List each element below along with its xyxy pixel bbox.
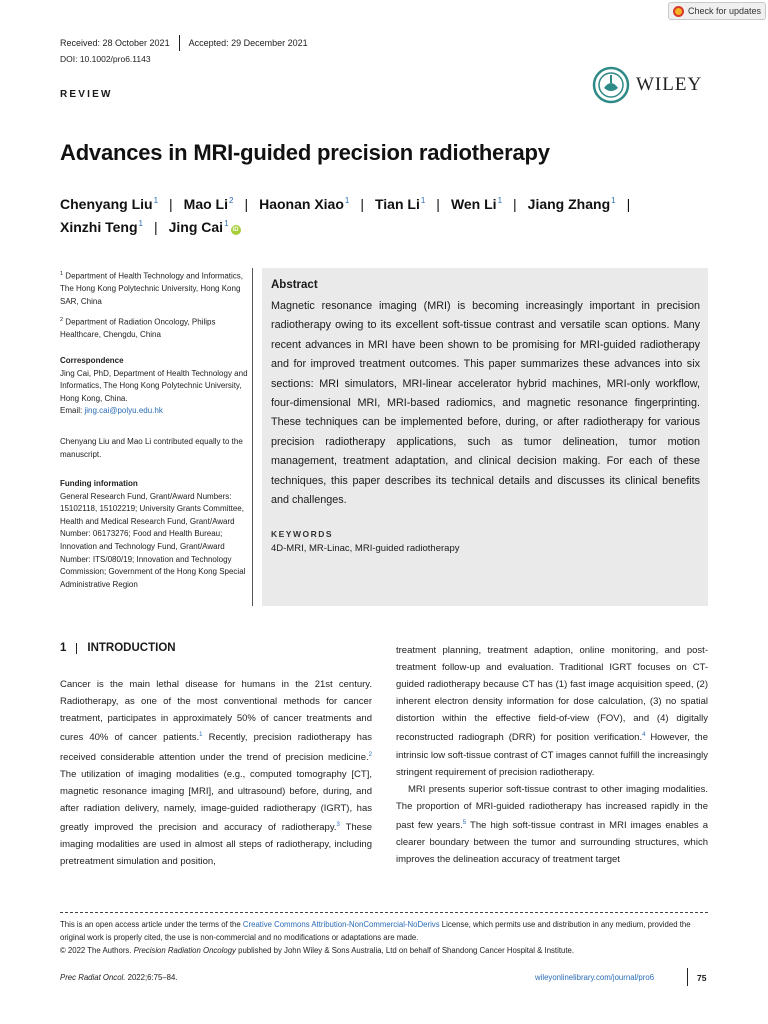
body-column-left [60, 676, 372, 871]
orcid-icon[interactable]: iD [232, 227, 239, 233]
sidebar-divider [252, 268, 253, 606]
author[interactable]: Xinzhi Teng$^1$ [60, 219, 143, 235]
page-number-divider [687, 968, 688, 986]
author-list-line-1: Chenyang Liu$^1$ | Mao Li$^2$ | Haonan Xiao$^1$ | Tian Li$^1$ | Wen Li$^1$ | Jiang Zhang$^1$ | [60, 196, 631, 212]
equal-contribution-note: Chenyang Liu and Mao Li contributed equally to the manuscript. [60, 437, 243, 459]
affiliation-1: $^1$ Department of Health Technology and Informatics, The Hong Kong Polytechnic University, Hong Kong SAR, China [60, 271, 244, 306]
license-notice: This is an open access article under the terms of the Creative Commons Attribution-NonCommercial-NoDerivs License, which permits use and distribution in any medium, provided the original work is properly cited, the use is non-commercial and no modifications or adaptations are made. © 2022 The Authors. Precision Radiation Oncology published by John Wiley & Sons Australia, Ltd on behalf of Shandong Cancer Hospital & Institute. [60, 920, 691, 955]
wiley-emblem-icon [592, 66, 630, 104]
author[interactable]: Jing Cai$^1$ [168, 219, 229, 235]
funding-heading: Funding information [60, 479, 138, 488]
crossmark-icon [673, 6, 684, 17]
author-list-line-2: Xinzhi Teng$^1$ | Jing Cai$^1$iD [60, 219, 239, 235]
citation-link[interactable]: 4 [642, 732, 646, 739]
author[interactable]: Jiang Zhang$^1$ [527, 196, 616, 212]
keywords: 4D-MRI, MR-Linac, MRI-guided radiotherapy [271, 543, 460, 554]
author[interactable]: Haonan Xiao$^1$ [259, 196, 350, 212]
citation-link[interactable]: 5 [462, 820, 467, 827]
publisher-name: WILEY [636, 74, 703, 95]
citation-link[interactable]: 3 [336, 822, 340, 829]
received-date: Received: 28 October 2021 [60, 38, 170, 48]
footer-divider [60, 912, 708, 913]
body-column-right [396, 642, 708, 869]
author[interactable]: Tian Li$^1$ [374, 196, 426, 212]
funding-information: Funding information General Research Fund, Grant/Award Numbers: 15102118, 15102219; University Grants Committee, Health and Medical Research Fund, Grant/Award Number: 06173276; Food and Health Bureau; Innovation and Technology Fund, Grant/Award Number: ITS/080/19; Innovation and Technology Commission; Government of the Hong Kong Special Administrative Region [60, 479, 246, 589]
author[interactable]: Wen Li$^1$ [450, 196, 503, 212]
check-for-updates-label: Check for updates [688, 6, 762, 16]
accepted-date: Accepted: 29 December 2021 [188, 38, 308, 48]
correspondence-heading: Correspondence [60, 356, 124, 365]
keywords-heading: KEYWORDS [271, 529, 334, 539]
correspondence: Correspondence Jing Cai, PhD, Department of Health Technology and Informatics, The Hong Kong Polytechnic University, Hong Kong, China. Email: jing.cai@polyu.edu.hk [60, 356, 248, 416]
email-link[interactable]: jing.cai@polyu.edu.hk [84, 406, 163, 416]
abstract-text: Magnetic resonance imaging (MRI) is becoming increasingly important in precision radiotherapy owing to its excellent soft-tissue contrast and versatile scan options. Many recent advances in MRI have been shown to be promising for MRI-guided radiotherapy and for improved treatment outcomes. This paper summarizes these advances into six sections: MRI simulators, MRI-linear accelerator hybrid machines, MRI-only workflow, four-dimensional MRI, MRI-based radiomics, and magnetic resonance fingerprinting. These techniques can be implemented before, during, or after radiotherapy for various precision radiotherapy applications, such as tumor delineation, tumor motion management, treatment adaptation, and clinical decision making. For each of these techniques, this paper describes its technical details and discusses its clinical benefits and challenges. [271, 300, 700, 507]
citation-link[interactable]: 2 [368, 751, 372, 758]
license-link[interactable]: Creative Commons Attribution-NonCommercial-NoDerivs [242, 920, 440, 929]
page-number: 75 [697, 973, 707, 983]
journal-url-link[interactable]: wileyonlinelibrary.com/journal/pro6 [535, 973, 655, 982]
author[interactable]: Mao Li$^2$ [183, 196, 234, 212]
affiliation-2: $^2$ Department of Radiation Oncology, Philips Healthcare, Chengdu, China [60, 317, 216, 340]
citation: Prec Radiat Oncol. 2022;6:75–84. [60, 973, 178, 982]
author[interactable]: Chenyang Liu$^1$ [60, 196, 159, 212]
citation-link[interactable]: 1 [199, 732, 203, 739]
paragraph: treatment planning, treatment adaption, online monitoring, and post-treatment follow-up and evaluation. Traditional IGRT focuses on CT-guided radiotherapy because CT has (1) fast image acquisition speed, (2) inherent electron density information for dose calculation, (3) no spatial distortion within the effective field-of-view (FOV), and (4) digitally reconstructed radiograph (DRR) for position verification.$^4$ However, the intrinsic low soft-tissue contrast of CT images cannot fulfill the increasingly stringent requirement of precision radiotherapy. [396, 645, 708, 778]
abstract-heading: Abstract [271, 279, 318, 291]
doi[interactable]: DOI: 10.1002/pro6.1143 [60, 54, 151, 64]
paragraph: MRI presents superior soft-tissue contrast to other imaging modalities. The proportion of MRI-guided radiotherapy has increased rapidly in the past few years.$^5$ The high soft-tissue contrast in MRI images enables a clearer boundary between the tumor and surrounding structures, which improves the delineation accuracy of treatment target [396, 783, 709, 866]
publisher-logo [592, 66, 702, 104]
article-dates [60, 35, 308, 51]
section-heading: 1 INTRODUCTION [60, 642, 176, 654]
article-title: Advances in MRI-guided precision radiotherapy [60, 140, 550, 165]
check-for-updates-button[interactable] [668, 2, 766, 20]
paragraph: Cancer is the main lethal disease for humans in the 21st century. Radiotherapy, as one of the most conventional methods for cancer treatment, participates in approximately 50% of cancer treatments and cures 40% of cancer patients.$^1$ Recently, precision radiotherapy has received considerable attention under the trend of precision medicine.$^2$ The utilization of imaging modalities (e.g., computed tomography [CT], magnetic resonance imaging [MRI], and ultrasound) before, during, and after radiation delivery, namely, image-guided radiotherapy (IGRT), has greatly improved the precision and accuracy of radiotherapy.$^3$ These imaging modalities are used in almost all steps of radiotherapy, including pretreatment simulation and position, [60, 679, 372, 868]
article-type: REVIEW [60, 89, 113, 100]
date-divider [179, 35, 180, 51]
